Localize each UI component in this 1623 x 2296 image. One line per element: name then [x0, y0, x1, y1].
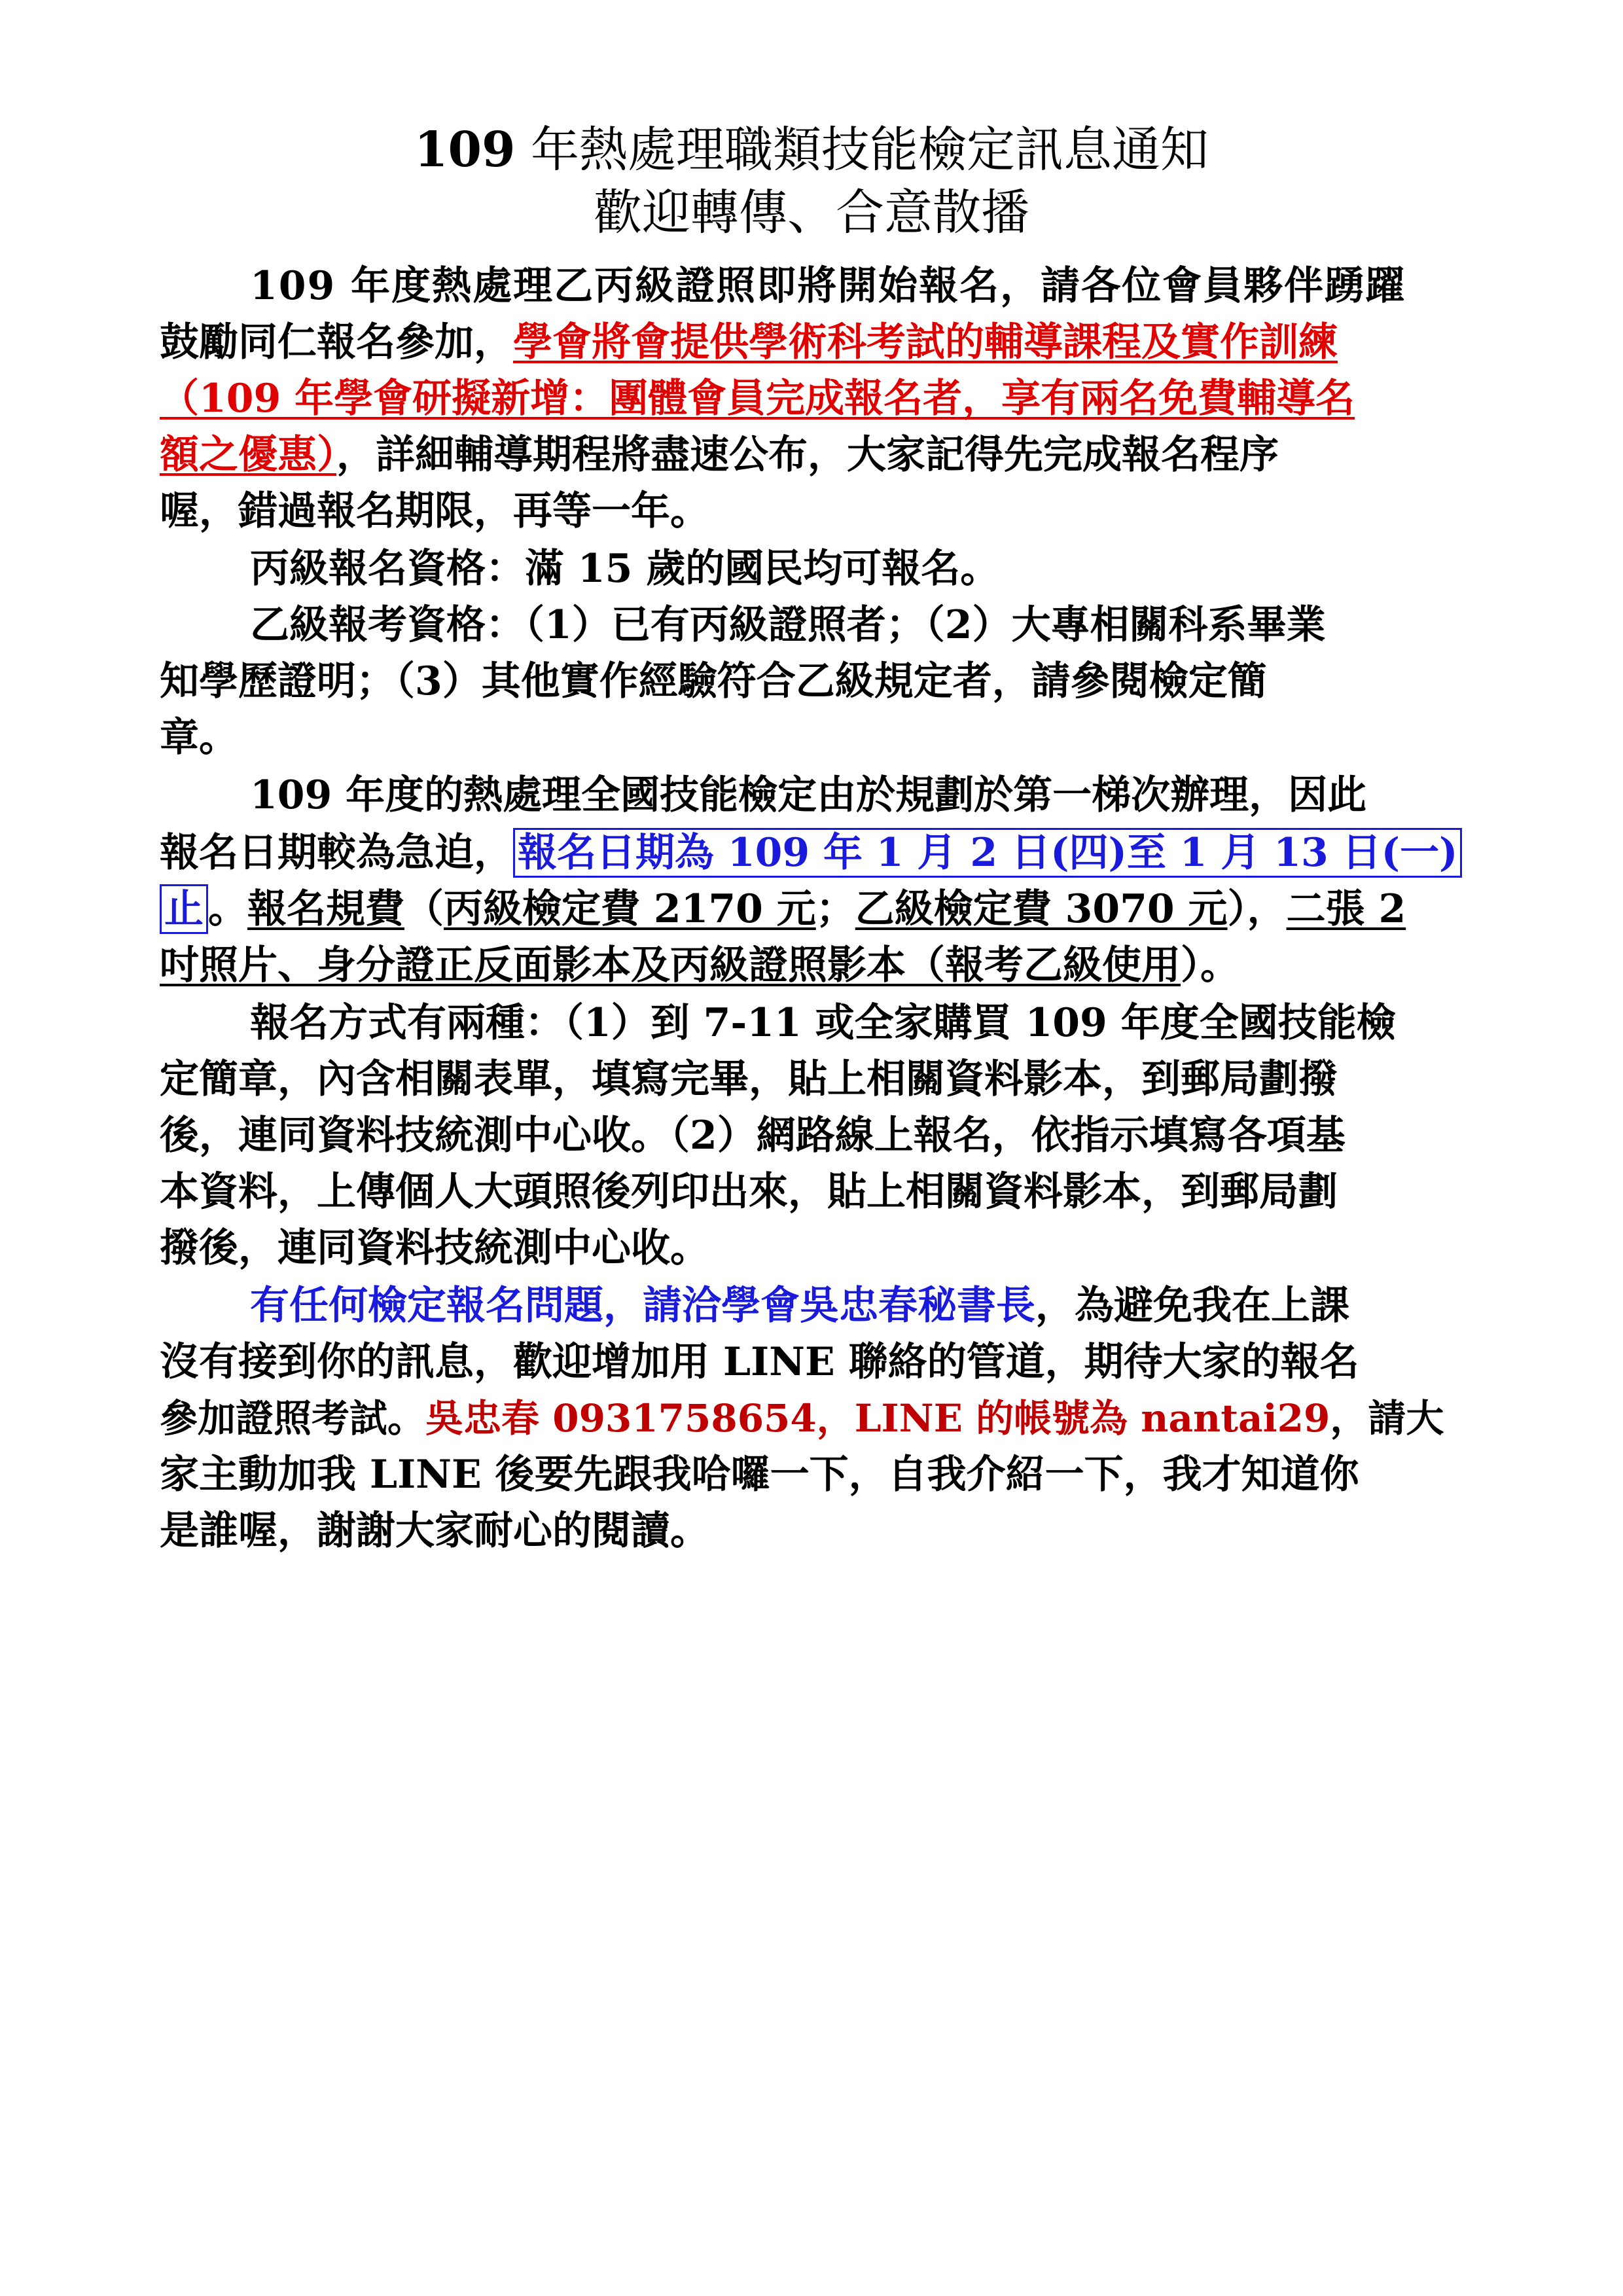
p4-line4 — [160, 937, 1240, 994]
p6-line3-text: 參加證照考試。 — [160, 1396, 426, 1441]
p1-line4-red: 額之優惠） — [160, 432, 336, 478]
p6-contact-blue: 有任何檢定報名問題，請洽學會吳忠春秘書長 — [250, 1283, 1035, 1329]
p4-photo-req: 二張 2 — [1286, 886, 1406, 932]
p4-fee-c: 丙級檢定費 2170 元 — [444, 886, 816, 932]
p6-line3-end: ，請大 — [1330, 1396, 1444, 1441]
p1-line4-text: ，詳細輔導期程將盡速公布，大家記得先完成報名程序 — [336, 432, 1279, 478]
p4-line3-period: 。 — [208, 886, 247, 932]
document-title — [0, 119, 1623, 181]
p6-line4: 家主動加我 LINE 後要先跟我哈囉一下，自我介紹一下，我才知道你 — [160, 1452, 1359, 1498]
p4-line3-semicolon: ； — [815, 886, 855, 932]
p4-date-box-end: 止 — [160, 884, 208, 934]
p5-line4: 本資料，上傳個人大頭照後列印出來，貼上相關資料影本，到郵局劃 — [160, 1169, 1338, 1215]
p4-fee-b: 乙級檢定費 3070 元 — [855, 886, 1228, 932]
p6-line5: 是誰喔，謝謝大家耐心的閱讀。 — [160, 1508, 709, 1554]
p4-line3-close: ）， — [1227, 886, 1287, 932]
p5-line3: 後，連同資料技統測中心收。（2）網路線上報名，依指示填寫各項基 — [160, 1113, 1346, 1158]
p4-line1: 109 年度的熱處理全國技能檢定由於規劃於第一梯次辦理，因此 — [250, 772, 1367, 818]
p4-fee-label: 報名規費 — [247, 886, 404, 932]
p3-line1: 乙級報考資格：（1）已有丙級證照者；（2）大專相關科系畢業 — [250, 602, 1326, 648]
p1-line3: （109 年學會研擬新增：團體會員完成報名者，享有兩名免費輔導名 — [160, 376, 1355, 422]
p1-line2-text: 鼓勵同仁報名參加， — [160, 319, 513, 365]
p4-line4-end: ）。 — [1181, 942, 1240, 988]
p4-docs-req: 吋照片、身分證正反面影本及丙級證照影本（報考乙級使用 — [160, 942, 1181, 988]
p4-line2-text: 報名日期較為急迫， — [160, 830, 513, 876]
p3-line3: 章。 — [160, 715, 238, 761]
p5-line5: 撥後，連同資料技統測中心收。 — [160, 1225, 709, 1271]
p4-line3 — [160, 881, 1406, 937]
p5-line2: 定簡章，內含相關表單，填寫完畢，貼上相關資料影本，到郵局劃撥 — [160, 1056, 1338, 1102]
p1-line1: 109 年度熱處理乙丙級證照即將開始報名，請各位會員夥伴踴躍 — [250, 263, 1406, 309]
p6-contact-info: 吳忠春 0931758654，LINE 的帳號為 nantai29 — [425, 1396, 1330, 1441]
title-text: 年熱處理職類技能檢定訊息通知 — [515, 122, 1209, 178]
p2-line1: 丙級報名資格：滿 15 歲的國民均可報名。 — [250, 546, 1000, 592]
p6-line1 — [250, 1278, 1349, 1334]
p6-line3 — [160, 1390, 1444, 1446]
document-subtitle: 歡迎轉傳、合意散播 — [594, 185, 1029, 241]
p1-line2 — [160, 314, 1338, 370]
title-year: 109 — [414, 122, 516, 178]
p6-line2: 沒有接到你的訊息，歡迎增加用 LINE 聯絡的管道，期待大家的報名 — [160, 1339, 1359, 1385]
p4-line3-paren: （ — [404, 886, 444, 932]
p1-line5: 喔，錯過報名期限，再等一年。 — [160, 488, 709, 534]
p5-line1: 報名方式有兩種：（1）到 7-11 或全家購買 109 年度全國技能檢 — [250, 1000, 1396, 1046]
p4-line2 — [160, 825, 1462, 881]
p4-date-box: 報名日期為 109 年 1 月 2 日(四)至 1 月 13 日(一) — [513, 828, 1462, 878]
p1-highlight-red: 學會將會提供學術科考試的輔導課程及實作訓練 — [513, 319, 1338, 365]
p1-line4 — [160, 427, 1279, 483]
p6-line1-text: ，為避免我在上課 — [1035, 1283, 1349, 1329]
p3-line2: 知學歷證明；（3）其他實作經驗符合乙級規定者，請參閱檢定簡 — [160, 658, 1267, 704]
